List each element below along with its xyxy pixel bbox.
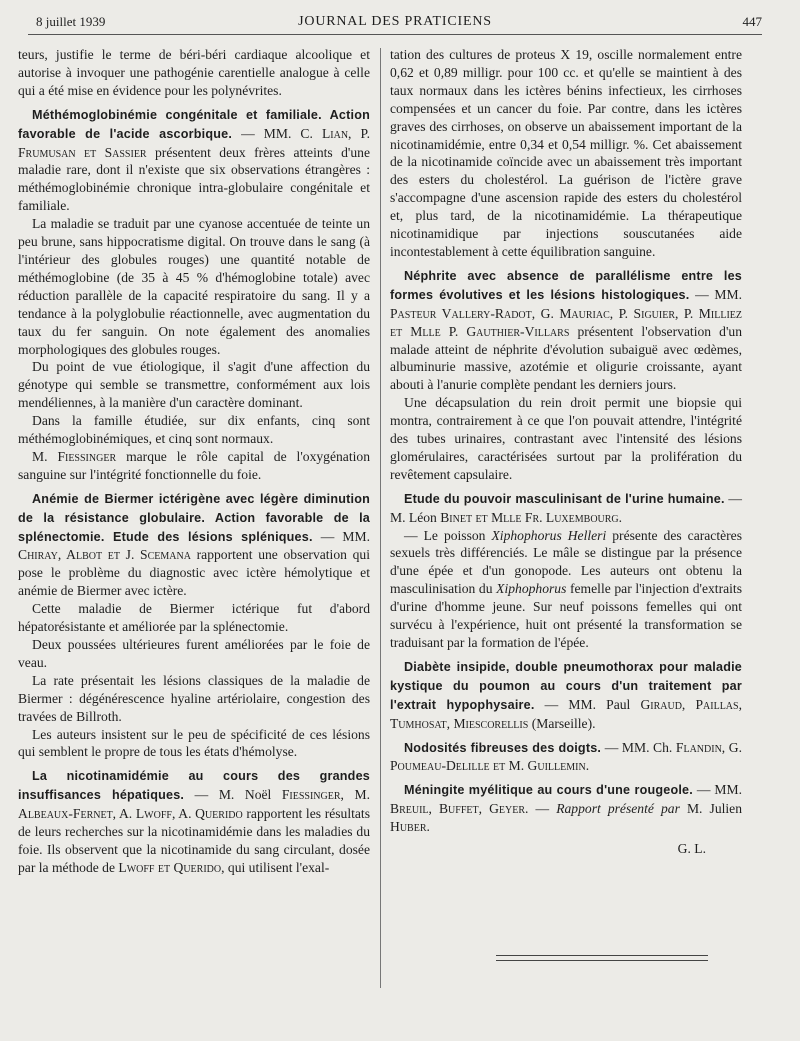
paragraph: M. Fiessinger marque le rôle capital de l'oxygénation sanguine sur l'intégrité fonctionnelle du foie. bbox=[18, 448, 370, 482]
paragraph: La rate présentait les lésions classiques de la maladie de Biermer : dégénérescence hyaline artériolaire, congestion des travées de Billroth. bbox=[18, 672, 370, 724]
left-column bbox=[18, 46, 370, 877]
issue-date: 8 juillet 1939 bbox=[36, 14, 106, 29]
article-authors: Breuil, Buffet, Geyer. bbox=[390, 801, 529, 817]
right-column bbox=[390, 46, 742, 858]
paragraph: Deux poussées ultérieures furent améliorées par le foie de veau. bbox=[18, 637, 370, 670]
article-methemoglobinemie bbox=[18, 106, 370, 484]
paragraph: Dans la famille étudiée, sur dix enfants, cinq sont méthémoglobinémiques, et cinq sont normaux. bbox=[18, 413, 370, 447]
signature: G. L. bbox=[677, 841, 706, 857]
page-number: 447 bbox=[742, 14, 762, 29]
continued-paragraph: teurs, justifie le terme de béri-béri cardiaque alcoolique et autorise à invoquer une pathogénie carentielle analogue à celle qui a été mise en évidence pour les polynévrites. bbox=[18, 47, 370, 98]
article-lead: Nodosités fibreuses des doigts. — MM. Ch. Flandin, G. Poumeau-Delille et M. Guillemin. bbox=[390, 739, 742, 774]
journal-title: JOURNAL DES PRATICIENS bbox=[298, 14, 492, 29]
species-name: Xiphophorus Helleri bbox=[491, 527, 607, 543]
article-nicotinamidemie bbox=[18, 767, 370, 876]
author-name: Fiessinger bbox=[57, 448, 117, 464]
paragraph: Les auteurs insistent sur le peu de spécificité de ces lésions qui semblent le propre de tous les états d'hémolyse. bbox=[18, 726, 370, 760]
paragraph: Une décapsulation du rein droit permit une biopsie qui montra, contrairement à ce que l'on pouvait attendre, l'intégrité des tubes urinaires, contrastant avec l'intensité des lésions glomérulaires, caractérisées surtout par la prolifération du revêtement capsulaire. bbox=[390, 395, 742, 482]
article-anemie-biermer bbox=[18, 490, 370, 762]
article-authors: Giraud, Paillas, Tumhosat, Miescorellis bbox=[390, 696, 742, 731]
report-note: Rapport présenté par bbox=[556, 801, 680, 817]
article-urine-masculinisant bbox=[390, 490, 742, 652]
article-authors: Pasteur Vallery-Radot, G. Mauriac, P. Siguier, P. Milliez et Mlle P. Gauthier-Villars bbox=[390, 305, 742, 339]
method-name: Lwoff et Querido bbox=[118, 859, 222, 875]
article-title: La nicotinamidémie au cours des grandes insuffisances hépatiques. bbox=[18, 769, 370, 803]
article-title: Nodosités fibreuses des doigts. bbox=[404, 740, 602, 755]
article-nodosites bbox=[390, 739, 742, 776]
species-name: Xiphophorus bbox=[496, 581, 567, 597]
article-lead: Diabète insipide, double pneumothorax pour maladie kystique du poumon au cours d'un traitement par l'extrait hypophysaire. — MM. Paul Giraud, Paillas, Tumhosat, Miescorellis (Marseille). bbox=[390, 659, 742, 731]
page-header bbox=[28, 12, 762, 35]
article-authors: C. Lian, P. Frumusan et Sassier bbox=[18, 125, 370, 160]
article-authors: Binet et Mlle Fr. Luxembourg. bbox=[440, 509, 623, 525]
article-lead: Méthémoglobinémie congénitale et familiale. Action favorable de l'acide ascorbique. — MM. C. Lian, P. Frumusan et Sassier présentent deux frères atteints d'une maladie rare, dont il n'existe que six observations étrangères : méthémoglobinémie chronique intra-globulaire congénitale et familiale. bbox=[18, 107, 370, 214]
article-authors: Flandin, G. Poumeau-Delille et M. Guillemin. bbox=[390, 739, 742, 774]
article-title: Anémie de Biermer ictérigène avec légère diminution de la résistance globulaire. Action favorable de la splénectomie. Etude des lésions spléniques. bbox=[18, 491, 370, 544]
article-authors: Fiessinger, M. Albeaux-Fernet, A. Lwoff, A. Querido bbox=[18, 787, 370, 822]
column-divider bbox=[380, 48, 381, 988]
article-lead: Etude du pouvoir masculinisant de l'urine humaine. — M. Léon Binet et Mlle Fr. Luxembourg. bbox=[390, 490, 742, 525]
article-title: Néphrite avec absence de parallélisme entre les formes évolutives et les lésions histologiques. bbox=[390, 268, 742, 302]
article-title: Diabète insipide, double pneumothorax pour maladie kystique du poumon au cours d'un traitement par l'extrait hypophysaire. bbox=[390, 659, 742, 712]
article-authors: Chiray, Albot et J. Scemana bbox=[18, 547, 191, 563]
article-lead: Anémie de Biermer ictérigène avec légère diminution de la résistance globulaire. Action favorable de la splénectomie. Etude des lésions spléniques. — MM. Chiray, Albot et J. Scemana rapportent une observation qui pose le problème du diagnostic avec ictère hémolytique et anémie de Biermer avec ictère. bbox=[18, 491, 370, 599]
article-title: Méningite myélitique au cours d'une rougeole. bbox=[404, 783, 693, 798]
paragraph: Cette maladie de Biermer ictérique fut d'abord hépatorésistante et améliorée par la splénectomie. bbox=[18, 601, 370, 635]
paragraph: La maladie se traduit par une cyanose accentuée de teinte un peu brune, sans hippocratisme digital. On trouve dans le sang (à l'intérieur des globules rouges) une quantité notable de méthémoglobine (de 35 à 45 % d'hémoglobine totale) avec réduction parallèle de la capacité respiratoire du sang. Il y a tendance à la polyglobulie réactionnelle, avec augmentation du taux du fer sanguin. On note également des anomalies morphologiques des globules rouges. bbox=[18, 216, 370, 357]
article-title: Méthémoglobinémie congénitale et familiale. Action favorable de l'acide ascorbique. bbox=[18, 107, 370, 141]
article-meningite bbox=[390, 781, 742, 858]
article-title: Etude du pouvoir masculinisant de l'urine humaine. bbox=[404, 491, 725, 506]
article-nephrite bbox=[390, 267, 742, 484]
reporter-name: Huber. bbox=[390, 819, 430, 835]
continued-paragraph: tation des cultures de proteus X 19, oscille normalement entre 0,62 et 0,89 milligr. pour 100 cc. et qu'elle se maintient à des taux normaux dans les ictères bénins infectieux, les cirrhoses compensées et un cancer du foie. Par contre, dans les ictères graves des cirrhoses, on observe un abaissement important de la nicotinamidémie, entre 0,34 et 0,54 milligr. %. Cet abaissement de la nicotinamide coïncide avec un abaissement très important des esters du cholestérol. La guérison de l'ictère grave s'accompagne d'une ascension rapide des esters du cholestérol et, plus tard, de la nicotinamidémie. La thérapeutique nicotinamidique par injections souscutanées aide incontestablement à cette équilibration sanguine. bbox=[390, 47, 742, 259]
end-rule bbox=[496, 955, 708, 961]
paragraph: — Le poisson Xiphophorus Helleri présente des caractères sexuels très différenciés. Le mâle se distingue par la présence d'une épée et d'un gonopode. Les auteurs ont obtenu la masculinisation du Xiphophorus femelle par l'injection d'extraits d'urine d'homme jeune. Sur neuf poissons femelles qui ont survécu à l'expérience, huit ont présenté la transformation se traduisant par la formation de l'épée. bbox=[390, 527, 742, 650]
article-lead: Néphrite avec absence de parallélisme entre les formes évolutives et les lésions histologiques. — MM. Pasteur Vallery-Radot, G. Mauriac, P. Siguier, P. Milliez et Mlle P. Gauthier-Villars présentent l'observation d'un malade atteint de néphrite d'évolution subaiguë avec œdèmes, albuminurie massive, azotémie et oligurie croissante, ayant abouti à l'anurie complète pendant les derniers jours. bbox=[390, 268, 742, 393]
article-lead: Méningite myélitique au cours d'une rougeole. — MM. Breuil, Buffet, Geyer. — Rapport présenté par M. Julien Huber. bbox=[390, 782, 742, 835]
article-diabete-insipide bbox=[390, 658, 742, 733]
paragraph: Du point de vue étiologique, il s'agit d'une affection du génotype qui semble se transmettre, conformément aux lois mendéliennes, à la manière d'un caractère dominant. bbox=[18, 359, 370, 411]
article-lead: La nicotinamidémie au cours des grandes insuffisances hépatiques. — M. Noël Fiessinger, M. Albeaux-Fernet, A. Lwoff, A. Querido rapportent les résultats de leurs recherches sur la nicotinamidémie dans les maladies du foie. Ils observent que la nicotinamide du sang circulant, dosée par la méthode de Lwoff et Querido, qui utilisent l'exal- bbox=[18, 769, 370, 875]
